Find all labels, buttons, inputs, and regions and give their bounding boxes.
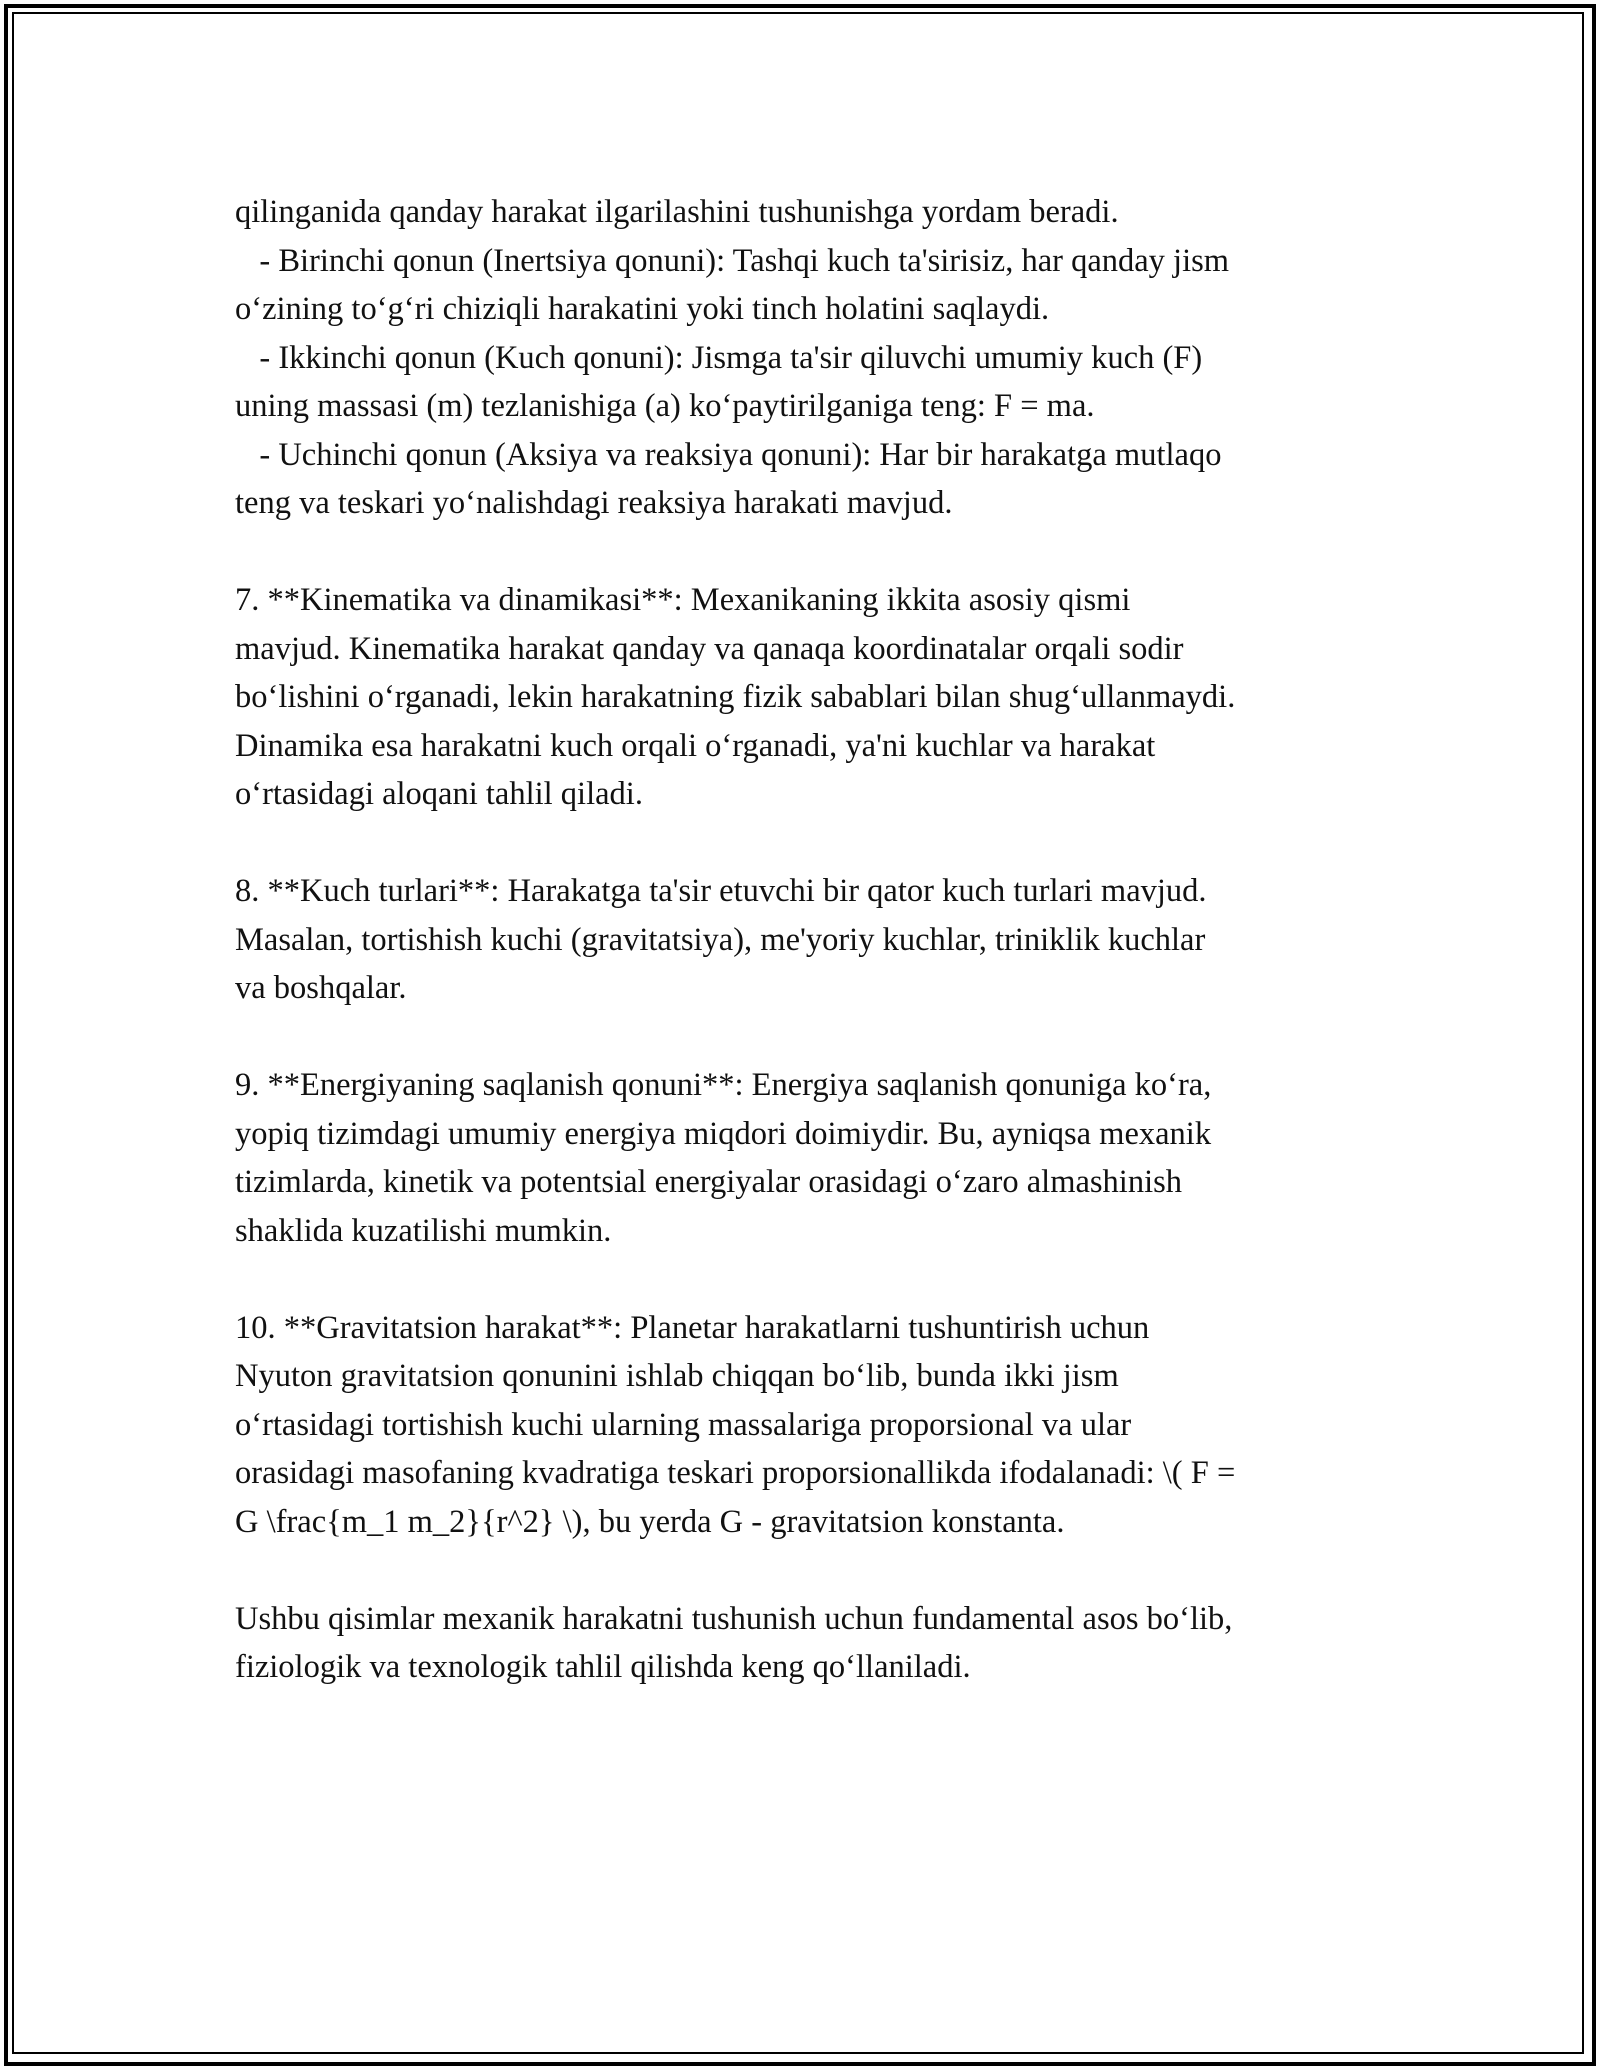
paragraph-spacer [235, 1255, 1375, 1304]
text-line: - Ikkinchi qonun (Kuch qonuni): Jismga ta'sir qiluvchi umumiy kuch (F) [235, 339, 1203, 376]
paragraph-spacer [235, 819, 1375, 868]
paragraph-spacer [235, 1546, 1375, 1595]
text-line: bo‘lishini o‘rganadi, lekin harakatning fizik sabablari bilan shug‘ullanmaydi. [235, 679, 1236, 715]
paragraph-item-8 [235, 867, 1375, 1013]
text-line: yopiq tizimdagi umumiy energiya miqdori doimiydir. Bu, ayniqsa mexanik [235, 1115, 1212, 1152]
text-line: va boshqalar. [235, 970, 407, 1006]
text-line: o‘rtasidagi aloqani tahlil qiladi. [235, 776, 643, 812]
paragraph-spacer [235, 528, 1375, 577]
paragraph-item-7 [235, 576, 1375, 819]
text-line: teng va teskari yo‘nalishdagi reaksiya harakati mavjud. [235, 485, 953, 521]
paragraph-item-10 [235, 1304, 1375, 1547]
text-line: G \frac{m_1 m_2}{r^2} \), bu yerda G - gravitatsion konstanta. [235, 1503, 1065, 1540]
text-line: 7. **Kinematika va dinamikasi**: Mexanikaning ikkita asosiy qismi [235, 582, 1131, 618]
text-line: qilinganida qanday harakat ilgarilashini tushunishga yordam beradi. [235, 194, 1119, 230]
text-line: 9. **Energiyaning saqlanish qonuni**: Energiya saqlanish qonuniga ko‘ra, [235, 1067, 1212, 1103]
text-line: mavjud. Kinematika harakat qanday va qanaqa koordinatalar orqali sodir [235, 630, 1184, 667]
paragraph-spacer [235, 1013, 1375, 1062]
text-line: Nyuton gravitatsion qonunini ishlab chiqqan bo‘lib, bunda ikki jism [235, 1358, 1119, 1394]
text-line: o‘rtasidagi tortishish kuchi ularning massalariga proporsional va ular [235, 1406, 1132, 1443]
text-line: tizimlarda, kinetik va potentsial energiyalar orasidagi o‘zaro almashinish [235, 1164, 1183, 1200]
text-line: Ushbu qisimlar mexanik harakatni tushunish uchun fundamental asos bo‘lib, [235, 1600, 1233, 1637]
text-line: shaklida kuzatilishi mumkin. [235, 1212, 612, 1249]
text-line: o‘zining to‘g‘ri chiziqli harakatini yoki tinch holatini saqlaydi. [235, 291, 1050, 327]
paragraph-conclusion [235, 1595, 1375, 1692]
paragraph-item-9 [235, 1061, 1375, 1255]
text-line: Dinamika esa harakatni kuch orqali o‘rganadi, ya'ni kuchlar va harakat [235, 727, 1156, 764]
text-line: 10. **Gravitatsion harakat**: Planetar harakatlarni tushuntirish uchun [235, 1309, 1150, 1346]
text-line: uning massasi (m) tezlanishiga (a) ko‘paytirilganiga teng: F = ma. [235, 388, 1095, 424]
text-line: fiziologik va texnologik tahlil qilishda keng qo‘llaniladi. [235, 1649, 971, 1685]
text-line: - Uchinchi qonun (Aksiya va reaksiya qonuni): Har bir harakatga mutlaqo [235, 436, 1222, 473]
paragraph-newton-laws [235, 188, 1375, 528]
text-line: orasidagi masofaning kvadratiga teskari proporsionallikda ifodalanadi: \( F = [235, 1455, 1236, 1491]
text-line: - Birinchi qonun (Inertsiya qonuni): Tashqi kuch ta'sirisiz, har qanday jism [235, 242, 1230, 279]
document-body [235, 188, 1375, 1692]
text-line: Masalan, tortishish kuchi (gravitatsiya), me'yoriy kuchlar, triniklik kuchlar [235, 921, 1206, 958]
text-line: 8. **Kuch turlari**: Harakatga ta'sir etuvchi bir qator kuch turlari mavjud. [235, 873, 1207, 909]
